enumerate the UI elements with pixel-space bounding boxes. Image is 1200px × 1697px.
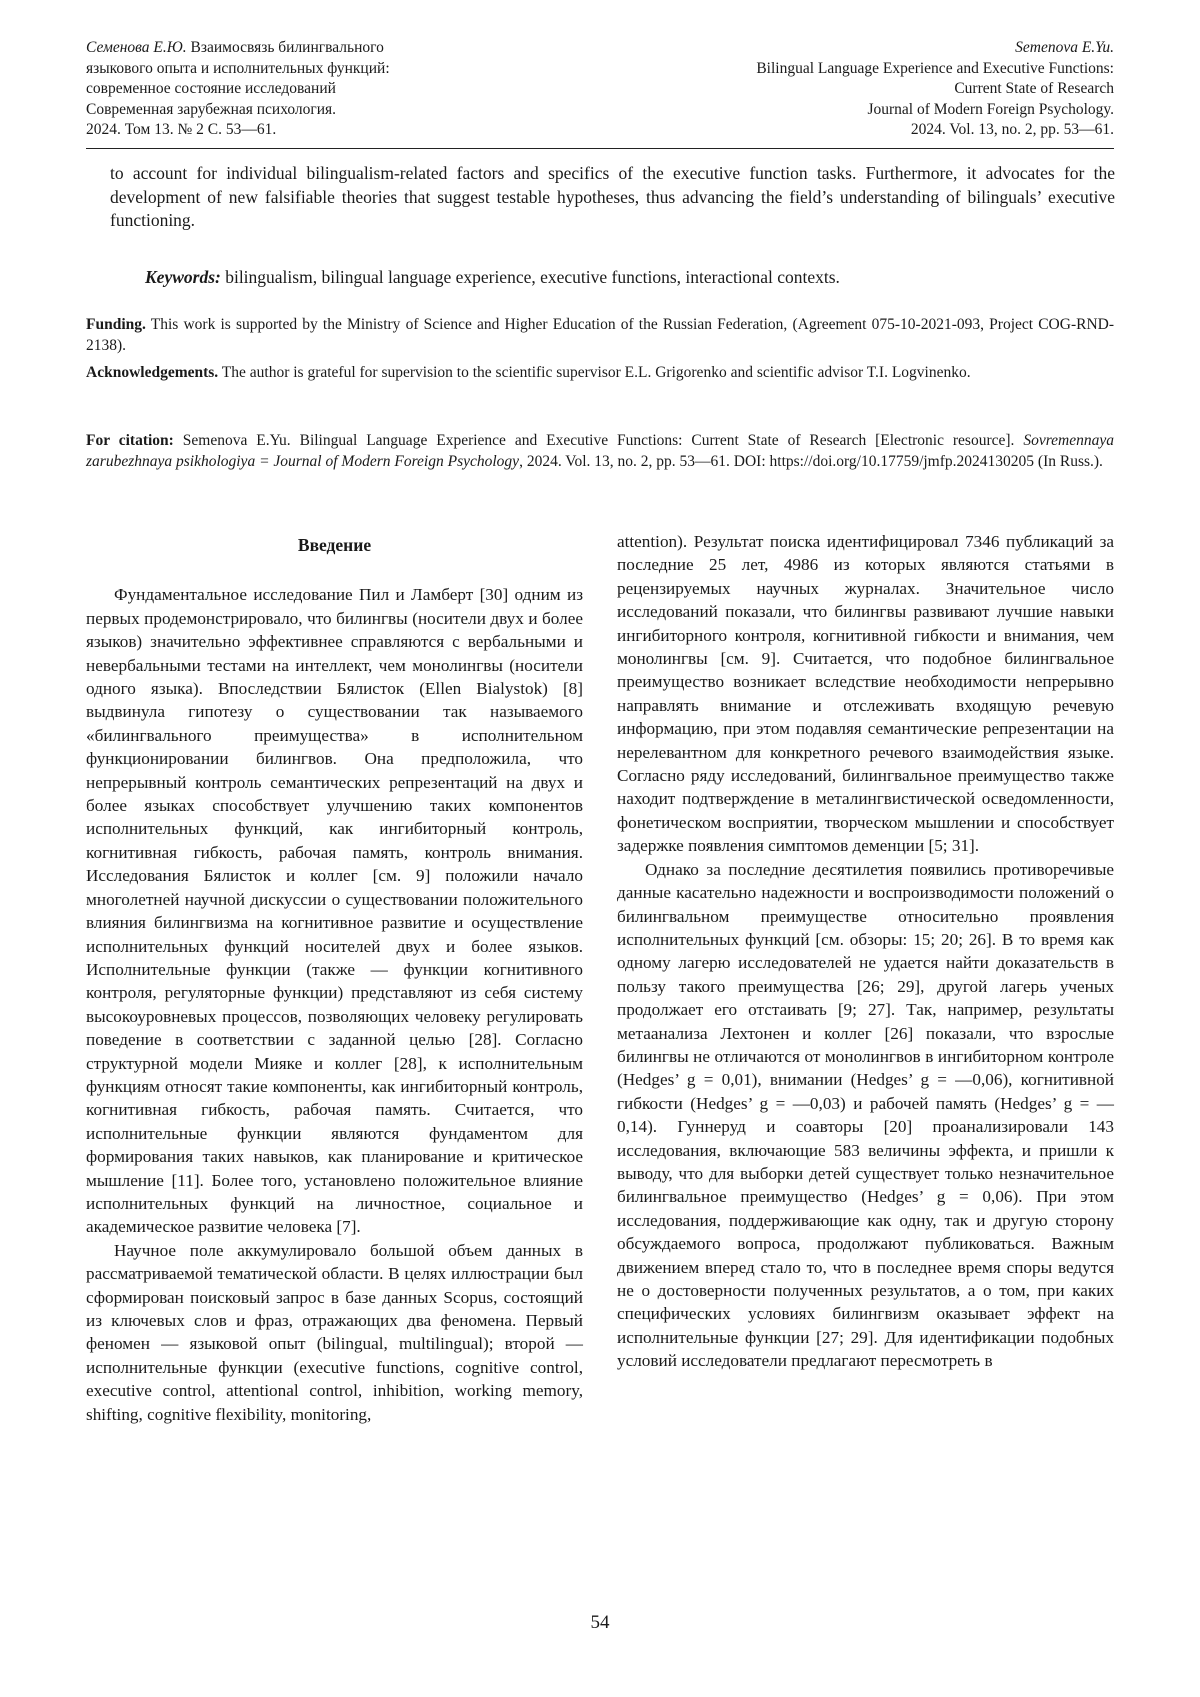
header-en-issue: 2024. Vol. 13, no. 2, pp. 53—61. [910, 121, 1114, 138]
header-ru-journal: Современная зарубежная психология. [86, 100, 337, 118]
funding-text: This work is supported by the Ministry of Science and Higher Education of the Russian Federation, (Agreement 075-10-2021-093, Project COG-RND-2138). [86, 316, 1114, 354]
body-column-right [617, 530, 1114, 1373]
header-ru-title-1: Взаимосвязь билингвального [186, 39, 384, 56]
acknowledgements-note [86, 362, 1114, 383]
paragraph-right-1: attention). Результат поиска идентифицировал 7346 публикаций за последние 25 лет, 4986 из которых являются статьями в рецензируемых научных журналах. Значительное число исследований показали, что билингвы развивают лучшие навыки ингибиторного контроля, когнитивной гибкости и внимания, чем монолингвы [см. 9]. Считается, что подобное билингвальное преимущество возникает вследствие необходимости непрерывно направлять внимание и отслеживать входящую речевую информацию, при этом подавляя семантические репрезентации на нерелевантном для конкретного речевого взаимодействия языке. Согласно ряду исследований, билингвальное преимущество также находит подтверждение в металингвистической осведомленности, фонетическом восприятии, творческом мышлении и способствует задержке появления симптомов деменции [5; 31]. [617, 532, 1114, 856]
paragraph-right-2: Однако за последние десятилетия появились противоречивые данные касательно надежности и воспроизводимости положений о билингвальном преимуществе относительно проявления исполнительных функций [см. обзоры: 15; 20; 26]. В то время как одному лагерю исследователей не удается найти доказательств в пользу такого преимущества [26; 29], другой лагерь ученых продолжает его отстаивать [9; 27]. Так, например, результаты метаанализа Лехтонен и коллег [26] показали, что взрослые билингвы не отличаются от монолингвов в ингибиторном контроле (Hedges’ g = 0,01), внимании (Hedges’ g = —0,06), когнитивной гибкости (Hedges’ g = —0,03) и рабочей память (Hedges’ g = —0,14). Гуннеруд и соавторы [20] проанализировали 143 исследования, включающие 583 величины эффекта, и пришли к выводу, что для выборки детей существует только незначительное билингвальное преимущество (Hedges’ g = 0,06). При этом исследования, поддерживающие как одну, так и другую сторону обсуждаемого вопроса, продолжают публиковаться. Важным движением вперед стало то, что в последнее время споры ведутся не о достоверности полученных результатов, а о том, при каких специфических условиях билингвизм оказывает эффект на исполнительные функции [27; 29]. Для идентификации подобных условий исследователи предлагают пересмотреть в [617, 859, 1114, 1371]
header-divider [86, 148, 1114, 149]
header-ru-line1 [86, 38, 606, 59]
citation-journal: Sovremennaya zarubezhnaya psikhologiya = Journal of Modern Foreign Psychology [86, 432, 1115, 470]
header-en-title-2: Current State of Research [954, 80, 1114, 97]
body-column-left [86, 530, 583, 1426]
keywords [145, 266, 1120, 289]
abstract-continuation: to account for individual bilingualism-related factors and specifics of the executive function tasks. Furthermore, it advocates for the development of new falsifiable theories that suggest testable hypotheses, thus advancing the field’s understanding of bilinguals’ executive functioning. [110, 163, 1115, 230]
funding-label: Funding. [86, 316, 146, 333]
keywords-text: bilingualism, bilingual language experience, executive functions, interactional contexts. [220, 267, 840, 287]
page-number: 54 [590, 1612, 610, 1633]
acknowledgements-label: Acknowledgements. [86, 364, 219, 381]
header-en-journal: Journal of Modern Foreign Psychology. [867, 100, 1114, 118]
citation-text-2: , 2024. Vol. 13, no. 2, pp. 53—61. DOI: https://doi.org/10.17759/jmfp.2024130205 (In Russ.). [519, 453, 1103, 470]
citation-text-1: Semenova E.Yu. Bilingual Language Experience and Executive Functions: Current State of Research [Electronic resource]. [173, 432, 1024, 449]
header-en-author: Semenova E.Yu. [1015, 39, 1114, 56]
header-ru-title-2: языкового опыта и исполнительных функций: [86, 59, 390, 77]
paragraph-left-2: Научное поле аккумулировало большой объем данных в рассматриваемой тематической области. В целях иллюстрации был сформирован поисковый запрос в базе данных Scopus, состоящий из ключевых слов и фраз, отражающих два феномена. Первый феномен — языковой опыт (bilingual, multilingual); второй — исполнительные функции (executive functions, cognitive control, executive control, attentional control, inhibition, working memory, shifting, cognitive flexibility, monitoring, [86, 1240, 583, 1424]
running-header-en [594, 38, 1114, 141]
header-ru-issue: 2024. Том 13. № 2 С. 53—61. [86, 121, 277, 138]
funding-note [86, 314, 1114, 356]
citation-note [86, 430, 1114, 472]
header-ru-author: Семенова Е.Ю. [86, 39, 187, 56]
citation-label: For citation: [86, 432, 174, 449]
keywords-label: Keywords: [145, 267, 221, 287]
running-header-ru [86, 38, 606, 141]
section-title: Введение [297, 535, 372, 555]
paragraph-left-1: Фундаментальное исследование Пил и Ламберт [30] одним из первых продемонстрировало, что билингвы (носители двух и более языков) значительно эффективнее справляются с вербальными и невербальными тестами на интеллект, чем монолингвы (носители одного языка). Впоследствии Бялисток (Ellen Bialystok) [8] выдвинула гипотезу о существовании так называемого «билингвального преимущества» в исполнительном функционировании билингвов. Она предположила, что непрерывный контроль семантических репрезентаций на двух и более языках способствует улучшению таких компонентов исполнительных функций, как ингибиторный контроль, когнитивная гибкость, рабочая память, контроль внимания. Исследования Бялисток и коллег [см. 9] положили начало многолетней научной дискуссии о существовании положительного влияния билингвизма на когнитивное развитие и осуществление исполнительных функций носителей двух и более языков. Исполнительные функции (также — функции когнитивного контроля, регуляторные функции) представляют из себя систему высокоуровневых процессов, позволяющих человеку регулировать поведение в соответствии с заданной целью [28]. Согласно структурной модели Мияке и коллег [28], к исполнительным функциям относят такие компоненты, как ингибиторный контроль, когнитивная гибкость, рабочая память. Считается, что исполнительные функции являются фундаментом для формирования таких навыков, как планирование и критическое мышление [11]. Более того, установлено положительное влияние исполнительных функций на личностное, социальное и академическое развитие человека [7]. [86, 585, 583, 1237]
header-en-title-1: Bilingual Language Experience and Executive Functions: [756, 59, 1114, 77]
acknowledgements-text: The author is grateful for supervision to the scientific supervisor E.L. Grigorenko and scientific advisor T.I. Logvinenko. [218, 364, 971, 381]
header-ru-title-3: современное состояние исследований [86, 80, 336, 97]
